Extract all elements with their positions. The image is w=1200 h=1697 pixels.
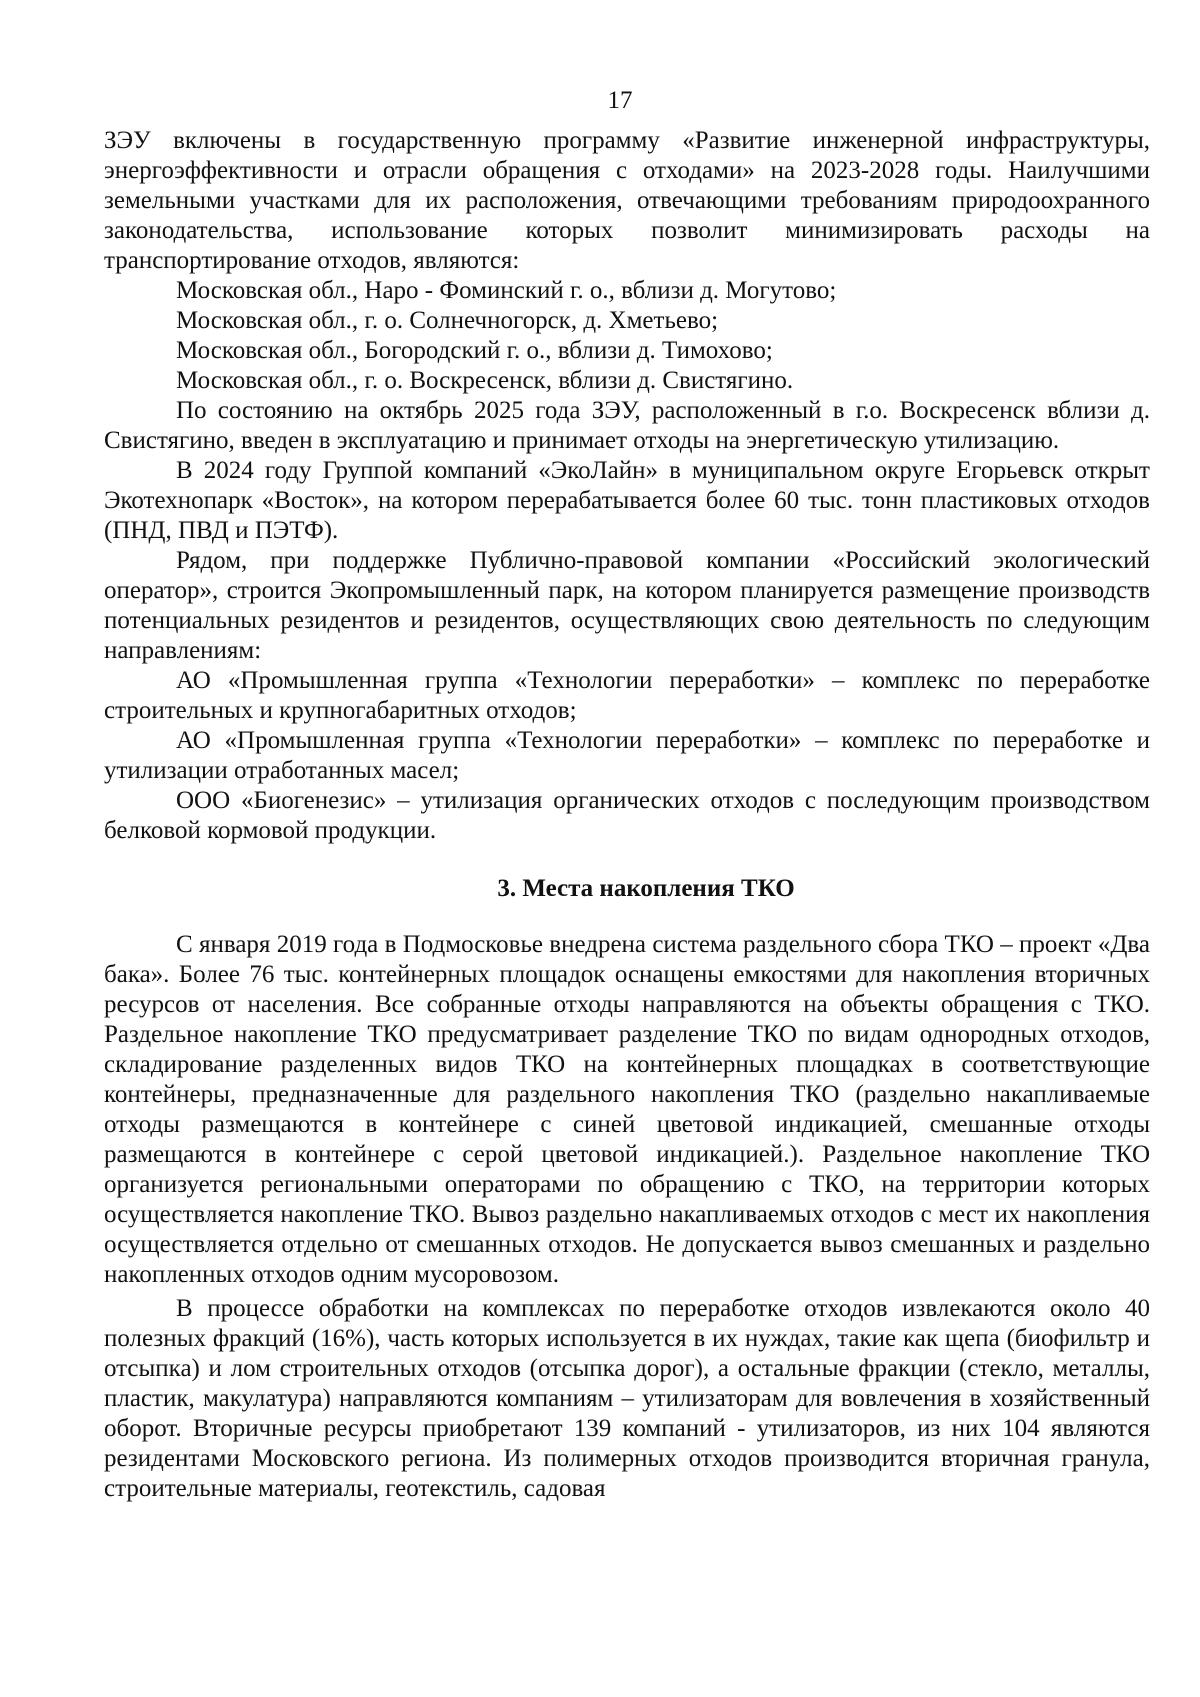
ecotechnopark-paragraph: В 2024 году Группой компаний «ЭкоЛайн» в муниципальном округе Егорьевск открыт Экотехнопарк «Восток», на котором перерабатывается более 60 тыс. тонн пластиковых отходов (ПНД, ПВД и ПЭТФ). xyxy=(104,457,1150,544)
location-item: Московская обл., г. о. Солнечногорск, д. Хметьево; xyxy=(176,307,719,334)
location-item: Московская обл., г. о. Воскресенск, вблизи д. Свистягино. xyxy=(176,367,794,394)
resident-item: АО «Промышленная группа «Технологии переработки» – комплекс по переработке строительных и крупногабаритных отходов; xyxy=(104,667,1150,724)
intro-paragraph: ЗЭУ включены в государственную программу «Развитие инженерной инфраструктуры, энергоэффективности и отрасли обращения с отходами» на 2023-2028 годы. Наилучшими земельными участками для их расположения, отвечающими требованиям природоохранного законодательства, использование которых позволит минимизировать расходы на транспортирование отходов, являются: xyxy=(104,127,1150,274)
resident-item: ООО «Биогенезис» – утилизация органических отходов с последующим производством белковой кормовой продукции. xyxy=(104,787,1150,844)
status-paragraph: По состоянию на октябрь 2025 года ЗЭУ, расположенный в г.о. Воскресенск вблизи д. Свистягино, введен в эксплуатацию и принимает отходы на энергетическую утилизацию. xyxy=(104,397,1150,454)
section-heading: 3. Места накопления ТКО xyxy=(497,875,795,902)
page-content xyxy=(104,126,1150,1504)
section-paragraph-1: С января 2019 года в Подмосковье внедрена система раздельного сбора ТКО – проект «Два бака». Более 76 тыс. контейнерных площадок оснащены емкостями для накопления вторичных ресурсов от населения. Все собранные отходы направляются на объекты обращения с ТКО. Раздельное накопление ТКО предусматривает разделение ТКО по видам однородных отходов, складирование разделенных видов ТКО на контейнерных площадках в соответствующие контейнеры, предназначенные для раздельного накопления ТКО (раздельно накапливаемые отходы размещаются в контейнере с синей цветовой индикацией, смешанные отходы размещаются в контейнере с серой цветовой индикацией.). Раздельное накопление ТКО организуется региональными операторами по обращению с ТКО, на территории которых осуществляется накопление ТКО. Вывоз раздельно накапливаемых отходов с мест их накопления осуществляется отдельно от смешанных отходов. Не допускается вывоз смешанных и раздельно накопленных отходов одним мусоровозом. xyxy=(104,931,1150,1288)
location-item: Московская обл., Наро - Фоминский г. о., вблизи д. Могутово; xyxy=(176,277,837,304)
page-number: 17 xyxy=(607,87,633,114)
resident-item: АО «Промышленная группа «Технологии переработки» – комплекс по переработке и утилизации отработанных масел; xyxy=(104,727,1150,784)
location-item: Московская обл., Богородский г. о., вблизи д. Тимохово; xyxy=(176,337,773,364)
section-paragraph-2: В процессе обработки на комплексах по переработке отходов извлекаются около 40 полезных фракций (16%), часть которых используется в их нуждах, такие как щепа (биофильтр и отсыпка) и лом строительных отходов (отсыпка дорог), а остальные фракции (стекло, металлы, пластик, макулатура) направляются компаниям – утилизаторам для вовлечения в хозяйственный оборот. Вторичные ресурсы приобретают 139 компаний - утилизаторов, из них 104 являются резидентами Московского региона. Из полимерных отходов производится вторичная гранула, строительные материалы, геотекстиль, садовая xyxy=(104,1295,1150,1502)
ecopark-paragraph: Рядом, при поддержке Публично-правовой компании «Российский экологический оператор», строится Экопромышленный парк, на котором планируется размещение производств потенциальных резидентов и резидентов, осуществляющих свою деятельность по следующим направлениям: xyxy=(104,547,1150,664)
